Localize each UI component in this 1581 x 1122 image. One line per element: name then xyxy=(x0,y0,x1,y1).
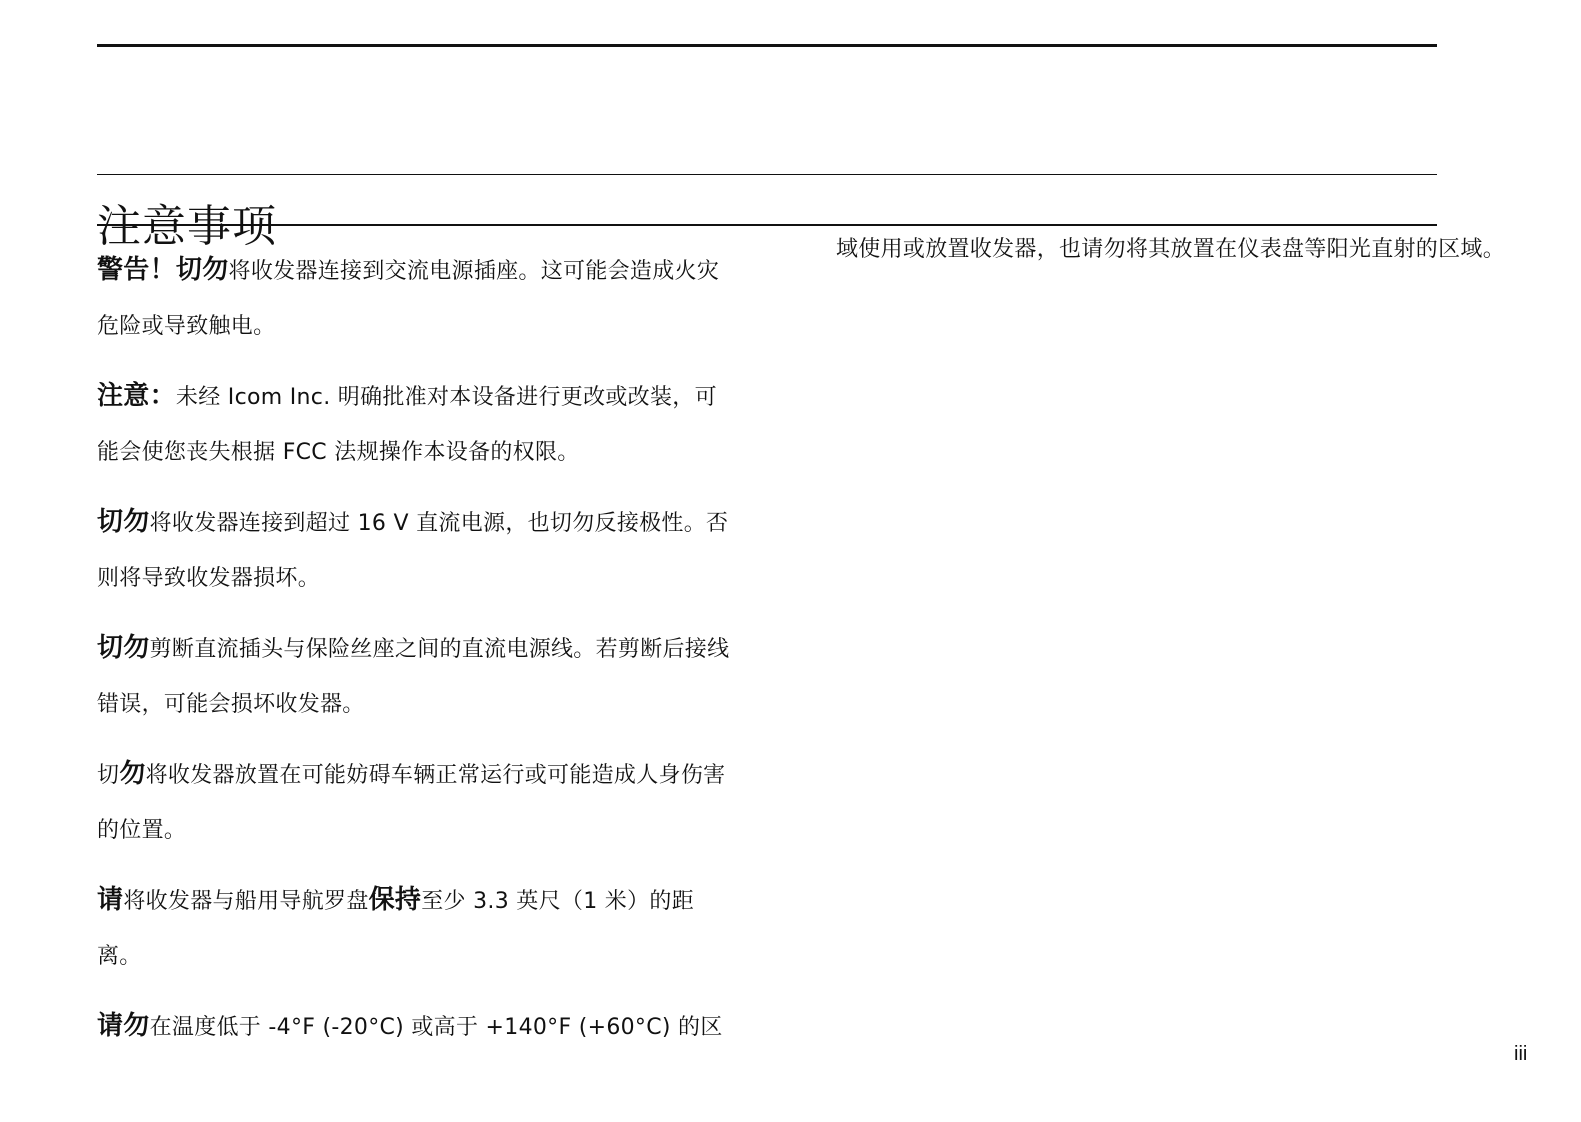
left-column xyxy=(97,243,737,1070)
dc-voltage-label: 切勿 xyxy=(97,507,150,537)
placement-text: 将收发器放置在可能妨碍车辆正常运行或可能造成人身伤害的位置。 xyxy=(97,763,726,843)
compass-keep-label: 保持 xyxy=(368,885,422,915)
right-column-text: 域使用或放置收发器，也请勿将其放置在仪表盘等阳光直射的区域。 xyxy=(836,237,1506,262)
warning-ac-paragraph xyxy=(97,243,737,354)
caution-text: 未经 Icom Inc. 明确批准对本设备进行更改或改装，可能会使您丧失根据 FCC 法规操作本设备的权限。 xyxy=(97,385,717,465)
dc-cable-label: 切勿 xyxy=(97,633,150,663)
temperature-paragraph xyxy=(97,999,737,1055)
placement-label: 勿 xyxy=(119,759,146,789)
warning-text: 将收发器连接到交流电源插座。这可能会造成火灾危险或导致触电。 xyxy=(97,259,720,339)
placement-paragraph xyxy=(97,747,737,858)
section-title: 注意事项 xyxy=(97,201,277,253)
dc-cable-paragraph xyxy=(97,621,737,732)
warning-label: 警告！切勿 xyxy=(97,255,229,285)
title-rule-top xyxy=(97,174,1437,175)
compass-paragraph xyxy=(97,873,737,984)
temperature-text: 在温度低于 -4°F (-20°C) 或高于 +140°F (+60°C) 的区 xyxy=(149,1015,723,1040)
dc-voltage-text: 将收发器连接到超过 16 V 直流电源，也切勿反接极性。否则将导致收发器损坏。 xyxy=(97,511,729,591)
placement-prefix: 切 xyxy=(97,763,120,788)
header-rule xyxy=(97,44,1437,47)
dc-cable-text: 剪断直流插头与保险丝座之间的直流电源线。若剪断后接线错误，可能会损坏收发器。 xyxy=(97,637,730,717)
caution-fcc-paragraph xyxy=(97,369,737,480)
compass-text: 将收发器与船用导航罗盘 xyxy=(123,889,369,914)
temperature-label: 请勿 xyxy=(97,1011,150,1041)
dc-voltage-paragraph xyxy=(97,495,737,606)
compass-text-end: 至少 3.3 英尺（1 米）的距离。 xyxy=(97,889,694,969)
compass-label: 请 xyxy=(97,885,124,915)
caution-label: 注意： xyxy=(97,381,176,411)
page-number: iii xyxy=(1514,1043,1528,1065)
